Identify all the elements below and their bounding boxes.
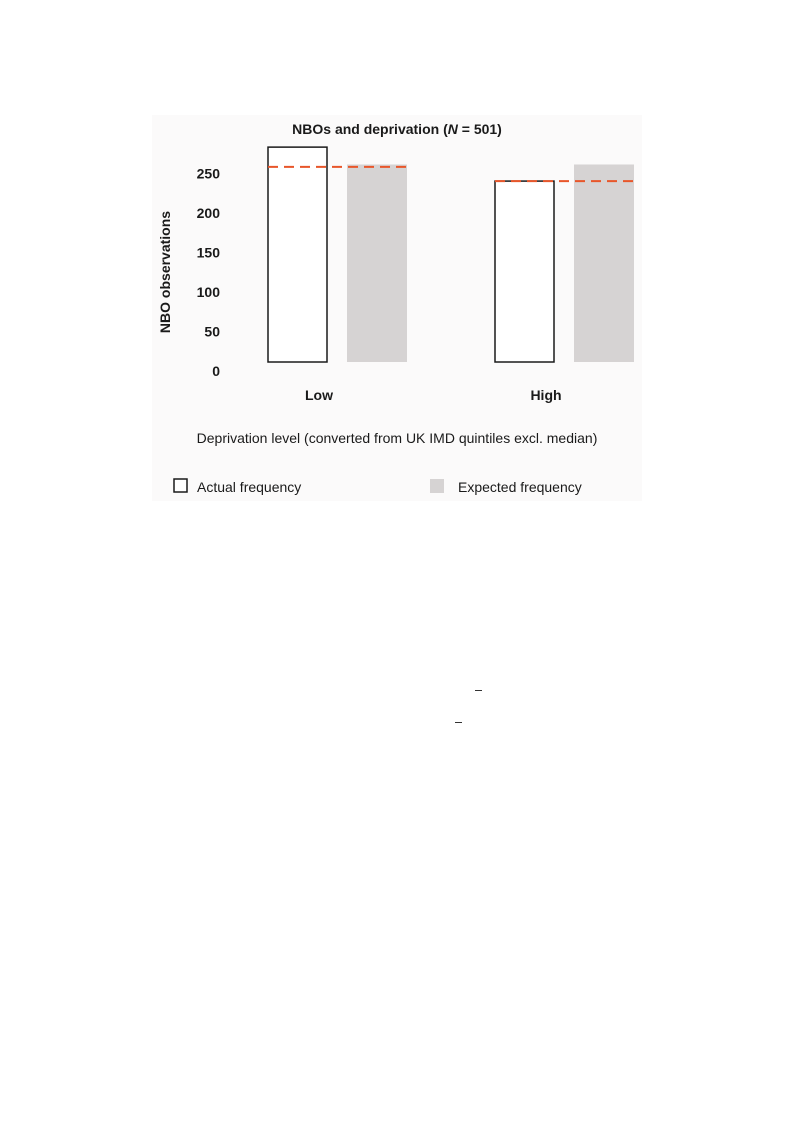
bar-expected-low	[347, 165, 407, 363]
stray-mark	[475, 690, 482, 691]
category-labels	[305, 387, 562, 403]
bar-expected-high	[574, 165, 634, 363]
bars	[268, 147, 634, 362]
y-tick-label: 200	[196, 205, 220, 221]
x-axis-label: Deprivation level (converted from UK IMD quintiles excl. median)	[196, 430, 598, 446]
stray-mark	[455, 722, 462, 723]
y-tick-label: 50	[204, 323, 220, 340]
y-tick-label: 100	[196, 284, 220, 300]
y-tick-labels	[197, 166, 221, 380]
bar-actual-low	[268, 147, 327, 362]
legend-swatch-actual	[174, 479, 187, 492]
legend	[174, 479, 582, 495]
y-axis-label: NBO observations	[157, 210, 173, 334]
bar-actual-high	[495, 181, 554, 362]
legend-swatch-expected	[430, 479, 444, 493]
legend-label-expected: Expected frequency	[458, 479, 582, 495]
chart-svg	[152, 115, 642, 501]
category-label-low: Low	[305, 387, 333, 403]
y-tick-label: 250	[196, 165, 220, 182]
legend-label-actual: Actual frequency	[197, 479, 302, 495]
y-tick-label: 0	[212, 363, 220, 379]
chart-figure	[152, 115, 642, 501]
y-tick-label: 150	[196, 244, 220, 261]
chart-title: NBOs and deprivation (N = 501)	[292, 121, 502, 137]
category-label-high: High	[530, 387, 562, 403]
